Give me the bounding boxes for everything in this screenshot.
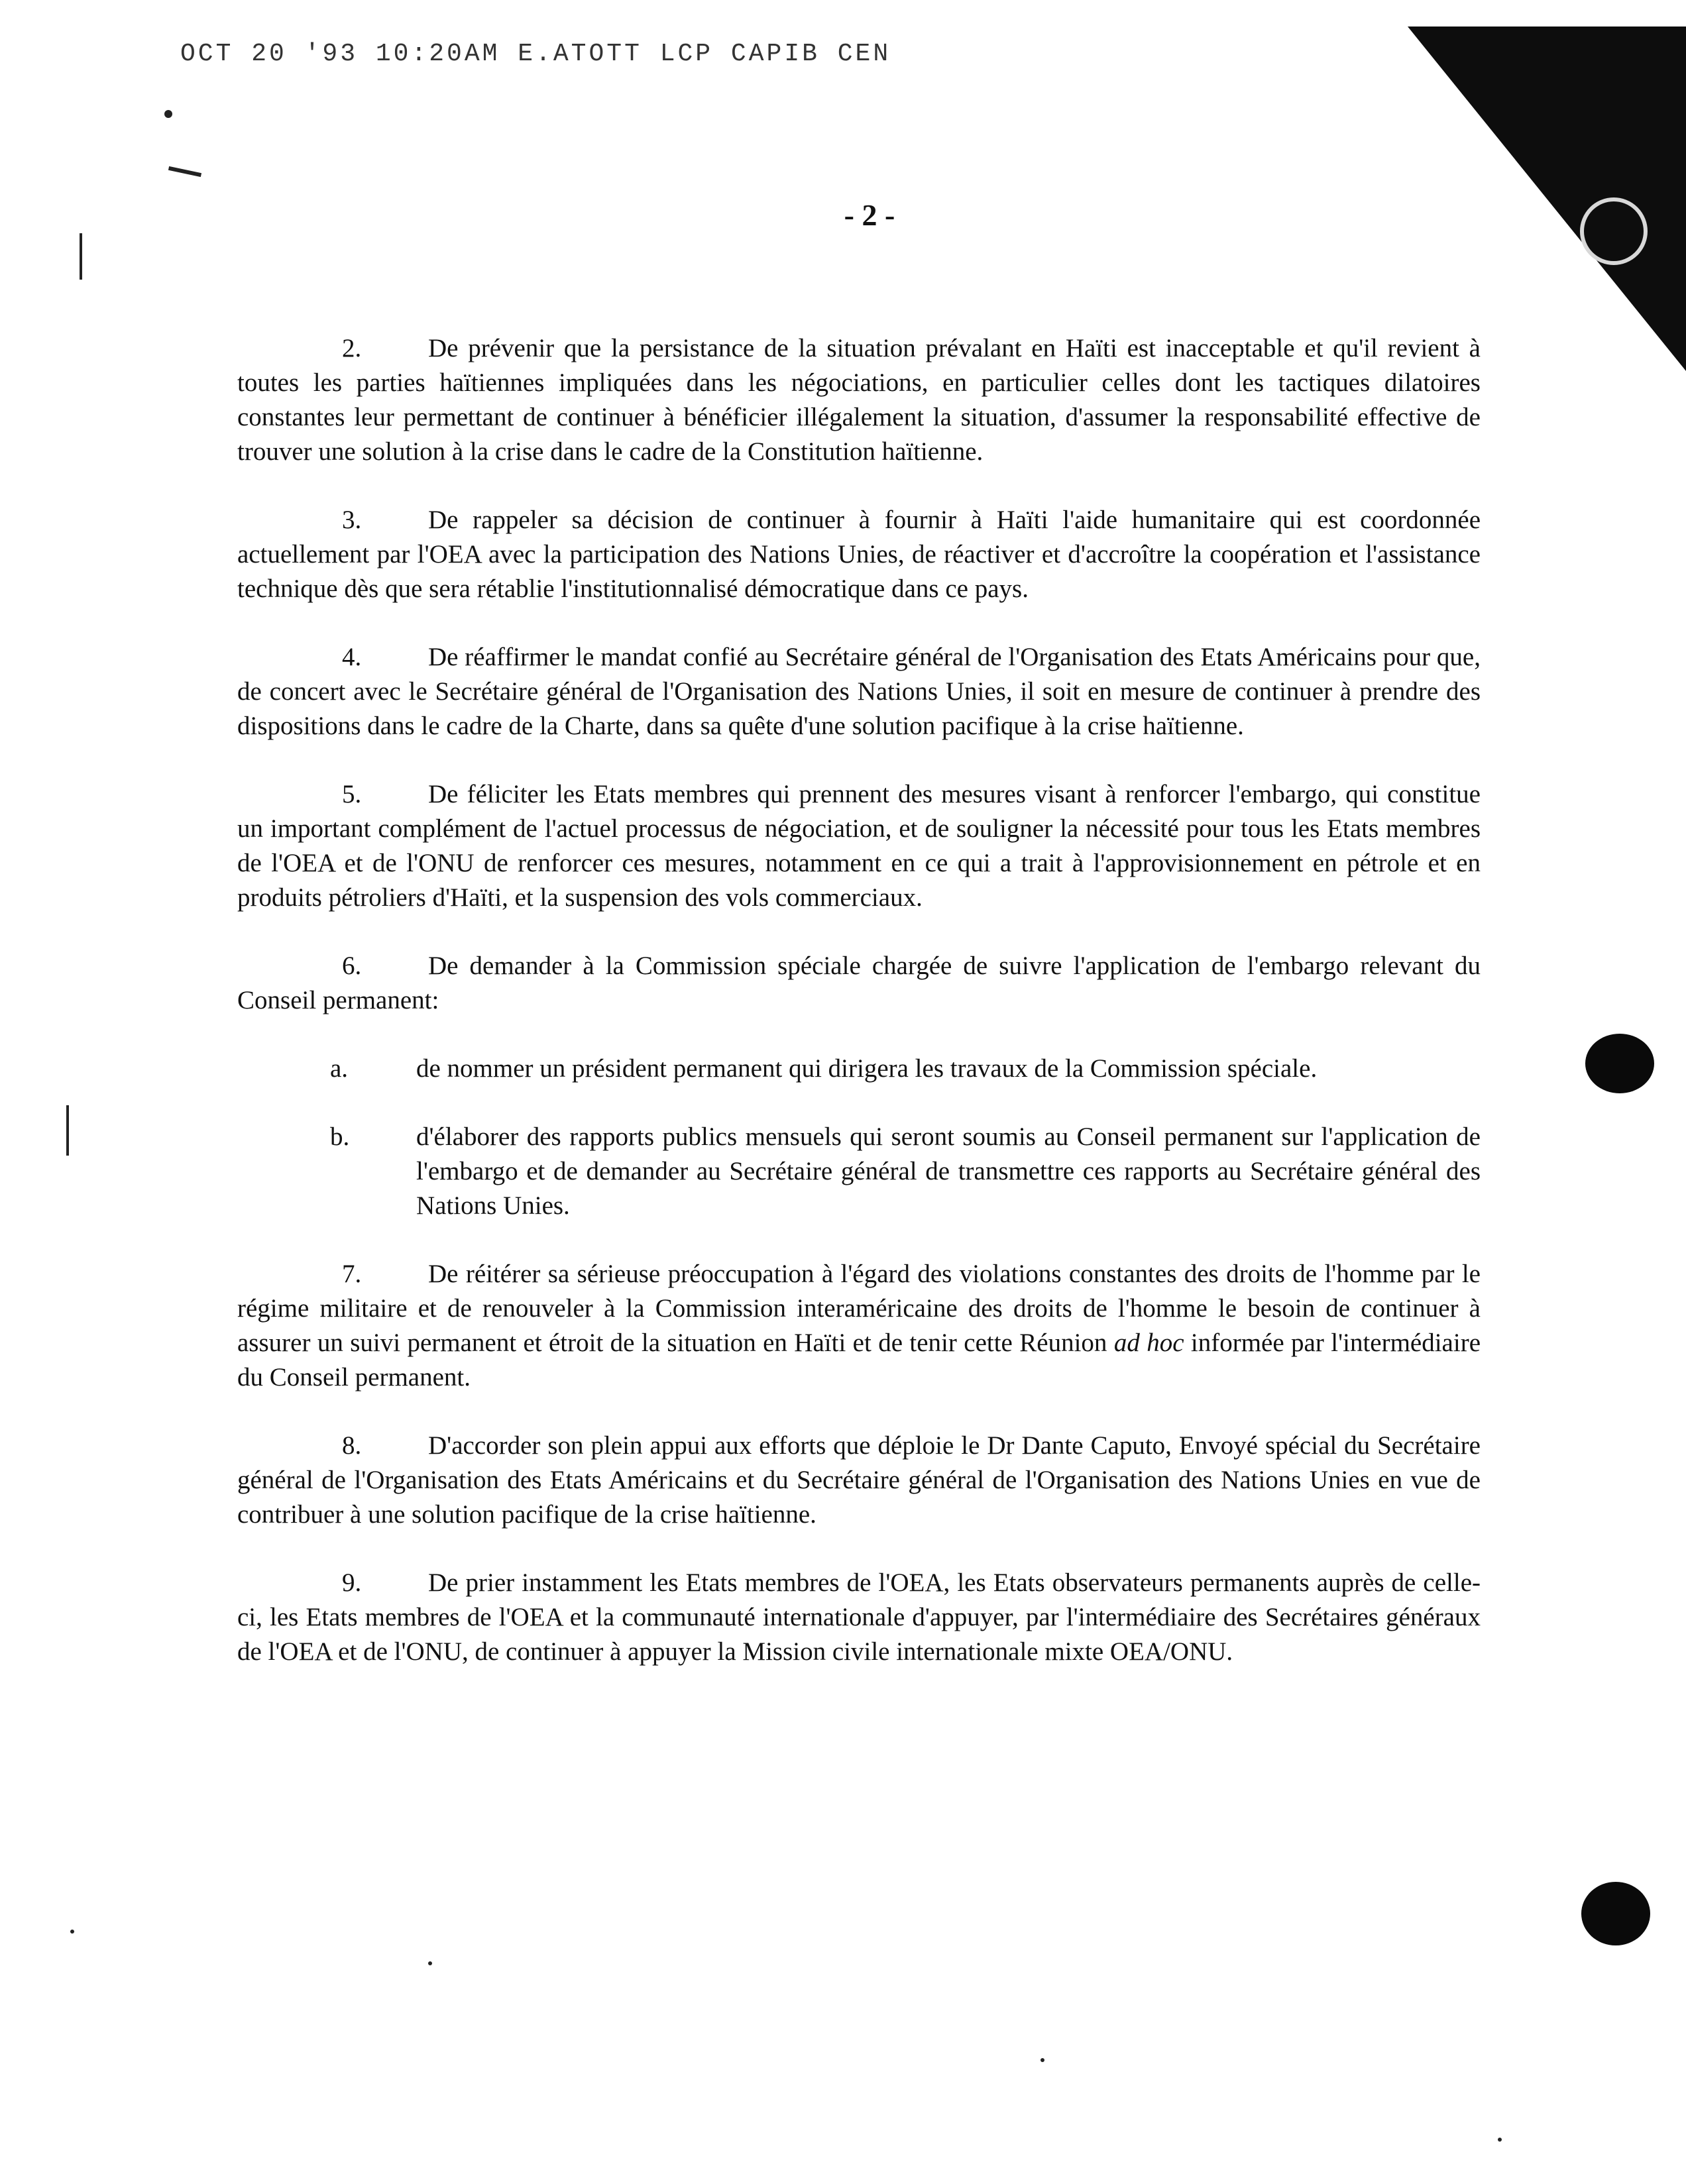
scan-mark [66,1105,69,1156]
paragraph-number: 6. [342,952,362,980]
fax-header: OCT 20 '93 10:20AM E.ATOTT LCP CAPIB CEN [180,40,891,68]
scan-mark [168,166,201,177]
paragraph-number: 8. [342,1431,362,1460]
scan-corner-blot [1408,27,1686,371]
subitem-b [237,1120,1481,1223]
page-number: - 2 - [844,198,895,232]
paragraph-number: 5. [342,780,362,808]
paragraph-8 [237,1429,1481,1532]
paragraph-text: De demander à la Commission spéciale chargée de suivre l'application de l'embargo relevant du Conseil permanent: [237,952,1481,1014]
paragraph-7 [237,1257,1481,1395]
paragraph-text: De réaffirmer le mandat confié au Secrétaire général de l'Organisation des Etats Américains pour que, de concert avec le Secrétaire général de l'Organisation des Nations Unies, il soit en mesure de continuer à prendre des dispositions dans le cadre de la Charte, dans sa quête d'une solution pacifique à la crise haïtienne. [237,643,1481,740]
paragraph-number: 2. [342,334,362,362]
paragraph-text: D'accorder son plein appui aux efforts que déploie le Dr Dante Caputo, Envoyé spécial du Secrétaire général de l'Organisation des Etats Américains et du Secrétaire général de l'Organisation des Nations Unies en vue de contribuer à une solution pacifique de la crise haïtienne. [237,1431,1481,1529]
paragraph-9 [237,1566,1481,1669]
subitem-letter: b. [330,1122,350,1151]
paragraph-2 [237,331,1481,469]
subitem-a [237,1052,1481,1086]
paragraph-5 [237,777,1481,915]
paragraph-6 [237,949,1481,1018]
paragraph-text: informée par l'intermédiaire du Conseil permanent. [237,1329,1481,1392]
subitem-text: de nommer un président permanent qui dirigera les travaux de la Commission spéciale. [416,1054,1318,1083]
paragraph-text: De prévenir que la persistance de la situation prévalant en Haïti est inacceptable et qu'il revient à toutes les parties haïtiennes impliquées dans les négociations, en particulier celles dont les tactiques dilatoires constantes leur permettant de continuer à bénéficier illégalement la situation, d'assumer la responsabilité effective de trouver une solution à la crise dans le cadre de la Constitution haïtienne. [237,334,1481,466]
paragraph-number: 7. [342,1260,362,1288]
scan-speck [70,1930,74,1934]
punch-hole-mark-1 [1585,1034,1654,1093]
document-body [237,331,1481,1703]
paragraph-number: 9. [342,1568,362,1597]
subitem-text: d'élaborer des rapports publics mensuels qui seront soumis au Conseil permanent sur l'application de l'embargo et de demander au Secrétaire général de transmettre ces rapports au Secrétaire général des Nations Unies. [416,1122,1481,1220]
paragraph-number: 4. [342,643,362,671]
paragraph-number: 3. [342,506,362,534]
paragraph-text: De réitérer sa sérieuse préoccupation à l'égard des violations constantes des droits de l'homme par le régime militaire et de renouveler à la Commission interaméricaine des droits de l'homme le besoin de continuer à assurer un suivi permanent et étroit de la situation en Haïti et de tenir cette Réunion [237,1260,1481,1357]
paragraph-text: De rappeler sa décision de continuer à fournir à Haïti l'aide humanitaire qui est coordonnée actuellement par l'OEA avec la participation des Nations Unies, de réactiver et d'accroître la coopération et l'assistance technique dès que sera rétablie l'institutionnalisé démocratique dans ce pays. [237,506,1481,603]
scan-corner-ring [1580,197,1648,265]
scan-speck [1040,2058,1044,2062]
scan-speck [428,1961,432,1965]
punch-hole-mark-2 [1581,1882,1650,1945]
scan-speck [1498,2138,1502,2142]
paragraph-text: De prier instamment les Etats membres de l'OEA, les Etats observateurs permanents auprès de celle-ci, les Etats membres de l'OEA et la communauté internationale d'appuyer, par l'intermédiaire des Secrétaires généraux de l'OEA et de l'ONU, de continuer à appuyer la Mission civile internationale mixte OEA/ONU. [237,1568,1481,1666]
subitem-letter: a. [330,1054,349,1083]
paragraph-text: De féliciter les Etats membres qui prennent des mesures visant à renforcer l'embargo, qui constitue un important complément de l'actuel processus de négociation, et de souligner la nécessité pour tous les Etats membres de l'OEA et de l'ONU de renforcer ces mesures, notamment en ce qui a trait à l'approvisionnement en pétrole et en produits pétroliers d'Haïti, et la suspension des vols commerciaux. [237,780,1481,912]
paragraph-4 [237,640,1481,743]
paragraph-text-italic: ad hoc [1113,1329,1184,1357]
scan-mark [80,233,82,280]
paragraph-3 [237,503,1481,606]
scan-speck [164,110,172,118]
